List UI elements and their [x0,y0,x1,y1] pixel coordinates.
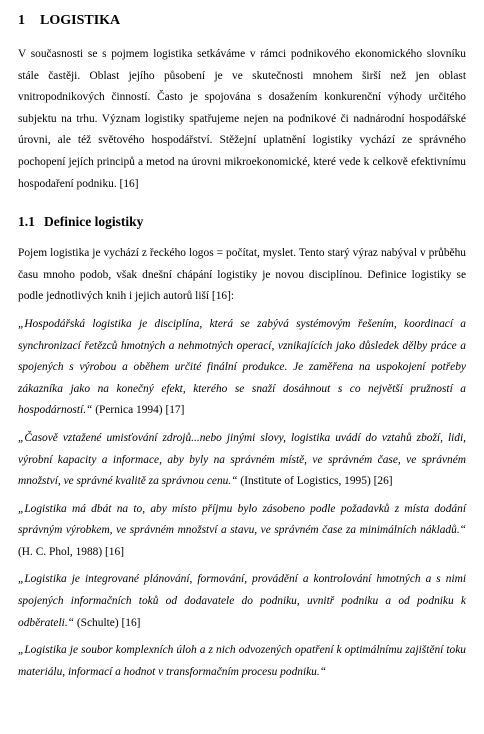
intro-paragraph: V současnosti se s pojmem logistika setkáváme v rámci podnikového ekonomického slovníku stále častěji. Oblast jejího působení je ve skutečnosti mnohem širší než jen oblast vnitropodnikových činností. Často je spojována s dosažením konkurenční výhody určitého subjektu na trhu. Význam logistiky spatřujeme nejen na podnikové či nadnárodní hospodářské úrovni, ale též světového hospodářství. Stěžejní uplatnění logistiky vychází ze správného pochopení jejích principů a metod na úrovni mikroekonomické, které vede k celkově efektivnímu hospodaření podniku. [16] [18,48,466,190]
chapter-heading [18,12,466,30]
quote-text: „Logistika má dbát na to, aby místo příjmu bylo zásobeno podle požadavků z místa dodání správným výrobkem, ve správném množství a stavu, ve správném čase za minimálních nákladů.“ [18,502,466,537]
quote-source: (H. C. Phol, 1988) [16] [18,545,124,558]
section-number: 1.1 [18,214,35,230]
section-lead-paragraph: Pojem logistika je vychází z řeckého logos = počítat, myslet. Tento starý výraz nabýval v průběhu času mnoho podob, však dnešní chápání logistiky je novou disciplínou. Definice logistiky se podle jednotlivých knih i jejich autorů liší [16]: [18,247,466,303]
definition-quote [18,314,466,422]
definition-quote [18,640,466,683]
quote-text: „Hospodářská logistika je disciplína, která se zabývá systémovým řešením, koordinací a synchronizací řetězců hmotných a nehmotných operací, vznikajících jako důsledek dělby práce a spojených s výrobou a oběhem určité finální produkce. Je zaměřena na uspokojení potřeby zákazníka jako na konečný efekt, kterého se snaží dosáhnout s co největší pružností a hospodárností.“ [18,317,466,417]
quote-source: (Institute of Logistics, 1995) [26] [237,475,393,488]
quote-source: (Pernica 1994) [17] [92,404,185,417]
quote-text: „Logistika je soubor komplexních úloh a z nich odvozených opatření k optimálnímu zajištění toku materiálu, informací a hodnot v transformačním procesu podniku.“ [18,644,466,678]
definition-quote [18,499,466,564]
quote-text: „Časově vztažené umisťování zdrojů...nebo jinými slovy, logistika uvádí do vztahů zboží, lidi, výrobní kapacity a informace, aby byly na správném místě, ve správném čase, ve správném množství, ve správné kvalitě za správnou cenu.“ [18,431,466,488]
definition-quote [18,428,466,493]
section-heading [18,213,466,231]
quote-text: „Logistika je integrované plánování, formování, provádění a kontrolování hmotných a s nimi spojených informačních toků od dodavatele do podniku, uvnitř podniku a od podniku k odběrateli.“ [18,573,466,629]
section-title: Definice logistiky [44,214,144,230]
quote-source: (Schulte) [16] [74,616,141,629]
chapter-number: 1 [18,13,25,28]
chapter-title: LOGISTIKA [40,13,121,28]
definition-quote [18,569,466,634]
